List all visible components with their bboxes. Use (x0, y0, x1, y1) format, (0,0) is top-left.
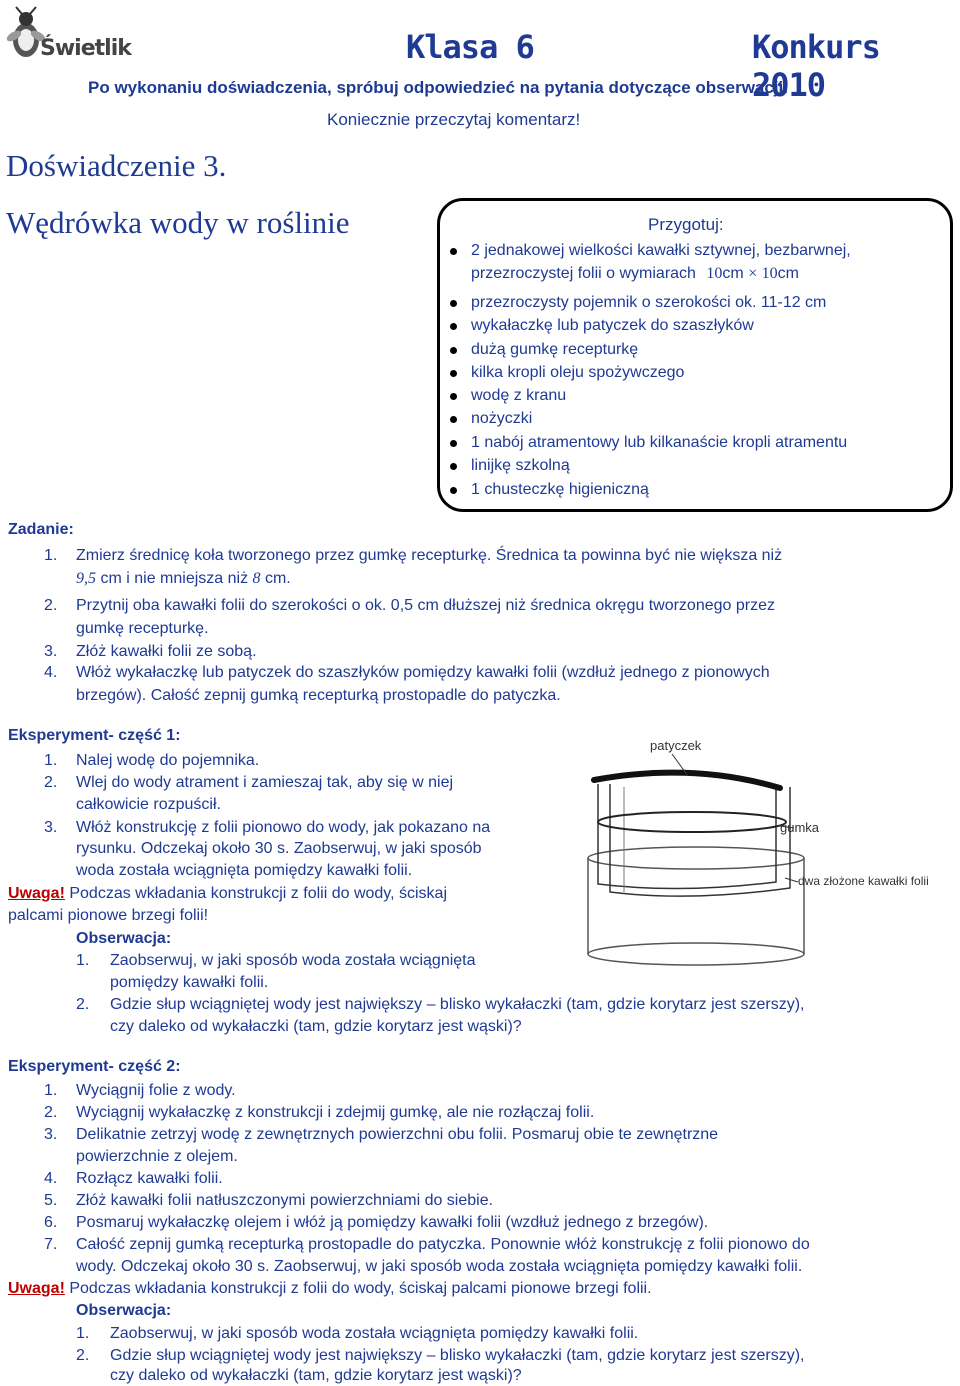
list-item: linijkę szkolną (471, 457, 570, 474)
warning-text: Podczas wkładania konstrukcji z folii do wody, ściskaj (69, 885, 447, 902)
contest-title: Konkurs 2010 (752, 28, 880, 104)
foils-label: dwa złożone kawałki folii (798, 874, 929, 888)
step-text: Zaobserwuj, w jaki sposób woda została wciągnięta pomiędzy kawałki folii. (110, 1325, 639, 1342)
step-text: Delikatnie zetrzyj wodę z zewnętrznych powierzchni obu folii. Posmaruj obie te zewnętrzne (76, 1126, 719, 1143)
list-item: nożyczki (471, 410, 533, 427)
list-item (471, 264, 799, 284)
step-number: 2. (76, 1347, 90, 1364)
step-text: czy daleko od wykałaczki (tam, gdzie korytarz jest wąski)? (110, 1367, 522, 1384)
step-number: 4. (44, 664, 58, 681)
step-text: pomiędzy kawałki folii. (110, 974, 269, 991)
step-text: Nalej wodę do pojemnika. (76, 752, 260, 769)
warning-line (8, 1279, 652, 1299)
step-text: Wyciągnij wykałaczkę z konstrukcji i zdejmij gumkę, ale nie rozłączaj folii. (76, 1104, 595, 1121)
min-value: 8 (252, 570, 261, 587)
step-number: 1. (76, 952, 90, 969)
part1-heading: Eksperyment- część 1: (8, 727, 181, 744)
experiment-figure (580, 732, 960, 972)
bullet-icon (450, 416, 457, 423)
bullet-icon (450, 487, 457, 494)
step-text: gumkę recepturkę. (76, 620, 209, 637)
list-item: 1 chusteczkę higieniczną (471, 481, 649, 498)
logo (4, 6, 131, 68)
step-text (76, 569, 291, 589)
step-number: 1. (44, 1082, 58, 1099)
list-item: kilka kropli oleju spożywczego (471, 364, 685, 381)
step-text: Posmaruj wykałaczkę olejem i włóż ją pomiędzy kawałki folii (wzdłuż jednego z brzegów). (76, 1214, 709, 1231)
step-number: 3. (44, 1126, 58, 1143)
step-number: 4. (44, 1170, 58, 1187)
step-number: 1. (76, 1325, 90, 1342)
dimension-a: 10 (706, 265, 723, 282)
band-label: gumka (780, 820, 820, 835)
step-text: Złóż kawałki folii natłuszczonymi powierzchniami do siebie. (76, 1192, 494, 1209)
bullet-icon (450, 463, 457, 470)
experiment-title: Doświadczenie 3. (6, 148, 227, 183)
intro-text: Po wykonaniu doświadczenia, spróbuj odpowiedzieć na pytania dotyczące obserwacji. (88, 78, 788, 97)
step-text: powierzchnie z olejem. (76, 1148, 238, 1165)
step-text: Gdzie słup wciągniętej wody jest największy – blisko wykałaczki (tam, gdzie korytarz jest szerszy), (110, 996, 805, 1013)
step-text: Włóż wykałaczkę lub patyczek do szaszłyków pomiędzy kawałki folii (wzdłuż jednego z pionowych (76, 664, 770, 681)
step-number: 2. (44, 597, 58, 614)
step-number: 1. (44, 752, 58, 769)
experiment-subtitle: Wędrówka wody w roślinie (6, 205, 350, 240)
list-item: wykałaczkę lub patyczek do szaszłyków (471, 317, 754, 334)
step-number: 7. (44, 1236, 58, 1253)
part2-heading: Eksperyment- część 2: (8, 1058, 181, 1075)
step-number: 3. (44, 643, 58, 660)
step-text: Zaobserwuj, w jaki sposób woda została wciągnięta (110, 952, 476, 969)
step-text: całkowicie rozpuścił. (76, 796, 221, 813)
step-text: Wlej do wody atrament i zamieszaj tak, aby się w niej (76, 774, 454, 791)
unit: cm (722, 265, 744, 282)
step-text: czy daleko od wykałaczki (tam, gdzie korytarz jest wąski)? (110, 1018, 522, 1035)
step-text: Rozłącz kawałki folii. (76, 1170, 223, 1187)
warning-text: palcami pionowe brzegi folii! (8, 907, 209, 924)
bullet-icon (450, 347, 457, 354)
list-item: dużą gumkę recepturkę (471, 341, 639, 358)
dimension-b: 10 (761, 265, 778, 282)
task-heading: Zadanie: (8, 521, 74, 538)
observation-heading: Obserwacja: (76, 1302, 172, 1319)
step-text: woda została wciągnięta pomiędzy kawałki folii. (76, 862, 413, 879)
period: . (286, 570, 291, 587)
step-number: 2. (76, 996, 90, 1013)
step-number: 1. (44, 547, 58, 564)
bullet-icon (450, 440, 457, 447)
bullet-icon (450, 248, 457, 255)
step-text: Wyciągnij folie z wody. (76, 1082, 236, 1099)
step-text: Całość zepnij gumką recepturką prostopadle do patyczka. Ponownie włóż konstrukcję z folii pionowo do (76, 1236, 810, 1253)
step-number: 2. (44, 1104, 58, 1121)
comment-note: Koniecznie przeczytaj komentarz! (327, 110, 581, 129)
max-value: 9,5 (76, 570, 96, 587)
step-text: Gdzie słup wciągniętej wody jest największy – blisko wykałaczki (tam, gdzie korytarz jest szerszy), (110, 1347, 805, 1364)
unit: cm (264, 570, 287, 587)
warning-line (8, 884, 447, 904)
unit: cm (100, 570, 122, 587)
stick-label: patyczek (650, 738, 702, 753)
step-number: 3. (44, 819, 58, 836)
bullet-icon (450, 323, 457, 330)
step-text-mid: i nie mniejsza niż (126, 570, 249, 587)
list-item: wodę z kranu (471, 387, 567, 404)
class-title: Klasa 6 (406, 28, 534, 66)
list-item: 2 jednakowej wielkości kawałki sztywnej, bezbarwnej, (471, 242, 851, 259)
list-item: przezroczysty pojemnik o szerokości ok. 11-12 cm (471, 294, 827, 311)
bullet-icon (450, 370, 457, 377)
warning-label: Uwaga! (8, 1280, 65, 1297)
step-number: 6. (44, 1214, 58, 1231)
list-item-text: przezroczystej folii o wymiarach (471, 265, 696, 282)
materials-heading: Przygotuj: (648, 215, 724, 234)
step-number: 5. (44, 1192, 58, 1209)
times-sign: × (748, 265, 758, 282)
step-text: rysunku. Odczekaj około 30 s. Zaobserwuj, w jaki sposób (76, 840, 482, 857)
list-item: 1 nabój atramentowy lub kilkanaście kropli atramentu (471, 434, 848, 451)
bullet-icon (450, 393, 457, 400)
warning-label: Uwaga! (8, 885, 65, 902)
step-text: wody. Odczekaj około 30 s. Zaobserwuj, w jaki sposób woda została wciągnięta pomiędzy kawałki folii. (76, 1258, 803, 1275)
unit: cm (777, 265, 799, 282)
step-text: Przytnij oba kawałki folii do szerokości o ok. 0,5 cm dłuższej niż średnica okręgu tworzonego przez (76, 597, 775, 614)
step-text: Złóż kawałki folii ze sobą. (76, 643, 257, 660)
step-number: 2. (44, 774, 58, 791)
step-text: brzegów). Całość zepnij gumką recepturką prostopadle do patyczka. (76, 687, 561, 704)
observation-heading: Obserwacja: (76, 930, 172, 947)
step-text: Zmierz średnicę koła tworzonego przez gumkę recepturkę. Średnica ta powinna być nie większa niż (76, 547, 783, 564)
bullet-icon (450, 300, 457, 307)
logo-text: Świetlik (40, 36, 131, 61)
step-text: Włóż konstrukcję z folii pionowo do wody, jak pokazano na (76, 819, 491, 836)
warning-text: Podczas wkładania konstrukcji z folii do wody, ściskaj palcami pionowe brzegi folii. (69, 1280, 652, 1297)
